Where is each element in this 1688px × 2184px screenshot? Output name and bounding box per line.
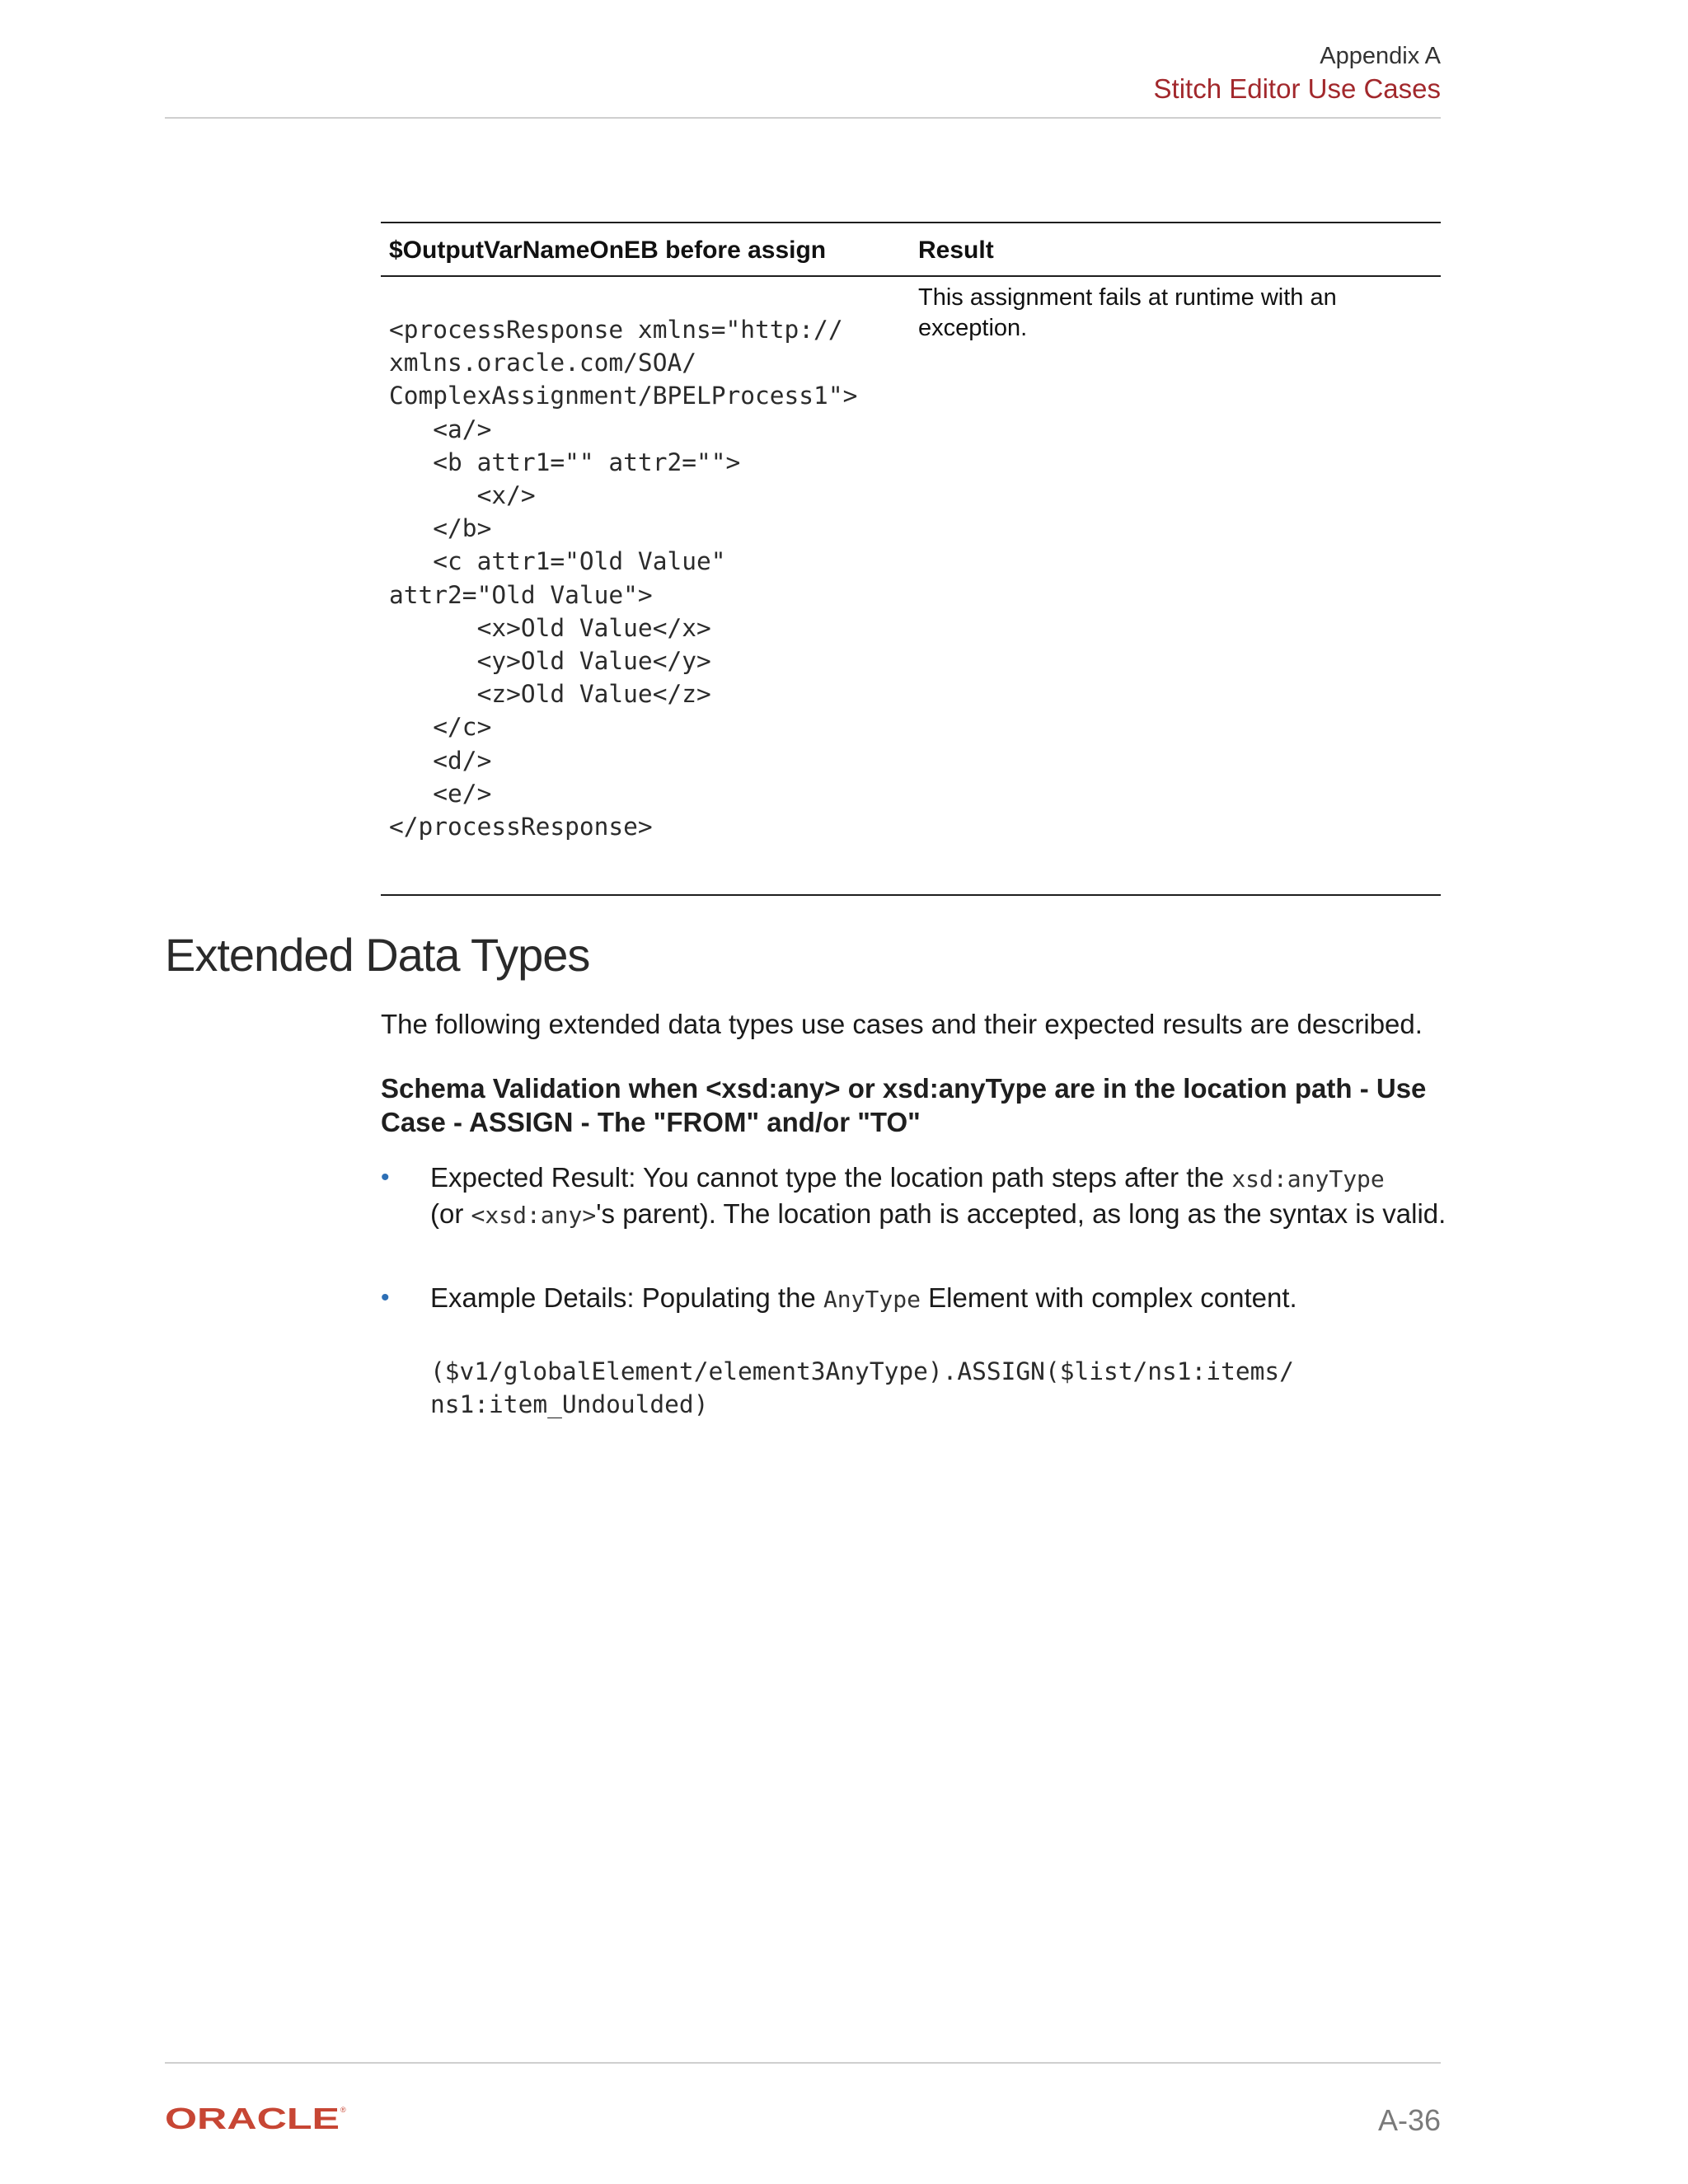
svg-text:®: ® xyxy=(340,2106,346,2114)
table-cell-result: This assignment fails at runtime with an exception. xyxy=(918,284,1337,341)
list-item-text xyxy=(430,1160,1461,1233)
example-code-block: ($v1/globalElement/element3AnyType).ASSIGN($list/ns1:items/ ns1:item_Undoulded) xyxy=(430,1357,1294,1419)
text-run: Example Details: Populating the xyxy=(430,1282,823,1313)
footer-divider xyxy=(165,2062,1441,2064)
logo-wordmark: ORACLE xyxy=(165,2104,340,2132)
bullet-icon: • xyxy=(381,1164,390,1191)
text-run: Element with complex content. xyxy=(920,1282,1297,1313)
inline-code: xsd:anyType xyxy=(1231,1165,1385,1193)
oracle-logo xyxy=(165,2104,348,2136)
oracle-logo-mark xyxy=(165,2104,348,2132)
table-header-result: Result xyxy=(918,237,994,264)
table-top-rule xyxy=(381,222,1441,223)
table-bottom-rule xyxy=(381,894,1441,896)
text-run: (or xyxy=(430,1198,471,1229)
page-number: A-36 xyxy=(1377,2103,1441,2137)
table-header-rule xyxy=(381,275,1441,277)
bullet-icon: • xyxy=(381,1284,390,1311)
running-header-section: Stitch Editor Use Cases xyxy=(1153,73,1441,104)
section-title: Extended Data Types xyxy=(165,929,590,981)
table-header-output-var: $OutputVarNameOnEB before assign xyxy=(389,237,827,264)
table-cell-code: <processResponse xmlns="http:// xmlns.oracle.com/SOA/ ComplexAssignment/BPELProcess1"> <a/> <b attr1="" attr2=""> <x/> </b> <c attr1="Old Value" attr2="Old Value"> <x>Old Value</x> <y>Old Value</y> <z>Old Value</z> </c> <d/> <e/> </processResponse> xyxy=(389,316,858,841)
running-header-appendix: Appendix A xyxy=(1320,43,1441,69)
use-case-subheading: Schema Validation when <xsd:any> or xsd:anyType are in the location path - Use Case - ASSIGN - The "FROM" and/or "TO" xyxy=(381,1073,1427,1137)
inline-code: <xsd:any> xyxy=(471,1202,597,1229)
inline-code: AnyType xyxy=(823,1286,921,1313)
text-run: 's parent). The location path is accepted, as long as the syntax is valid. xyxy=(596,1198,1447,1229)
header-divider xyxy=(165,117,1441,119)
section-intro: The following extended data types use cases and their expected results are described. xyxy=(381,1009,1423,1039)
list-item-text xyxy=(430,1281,1461,1317)
text-run: Expected Result: You cannot type the location path steps after the xyxy=(430,1162,1232,1193)
